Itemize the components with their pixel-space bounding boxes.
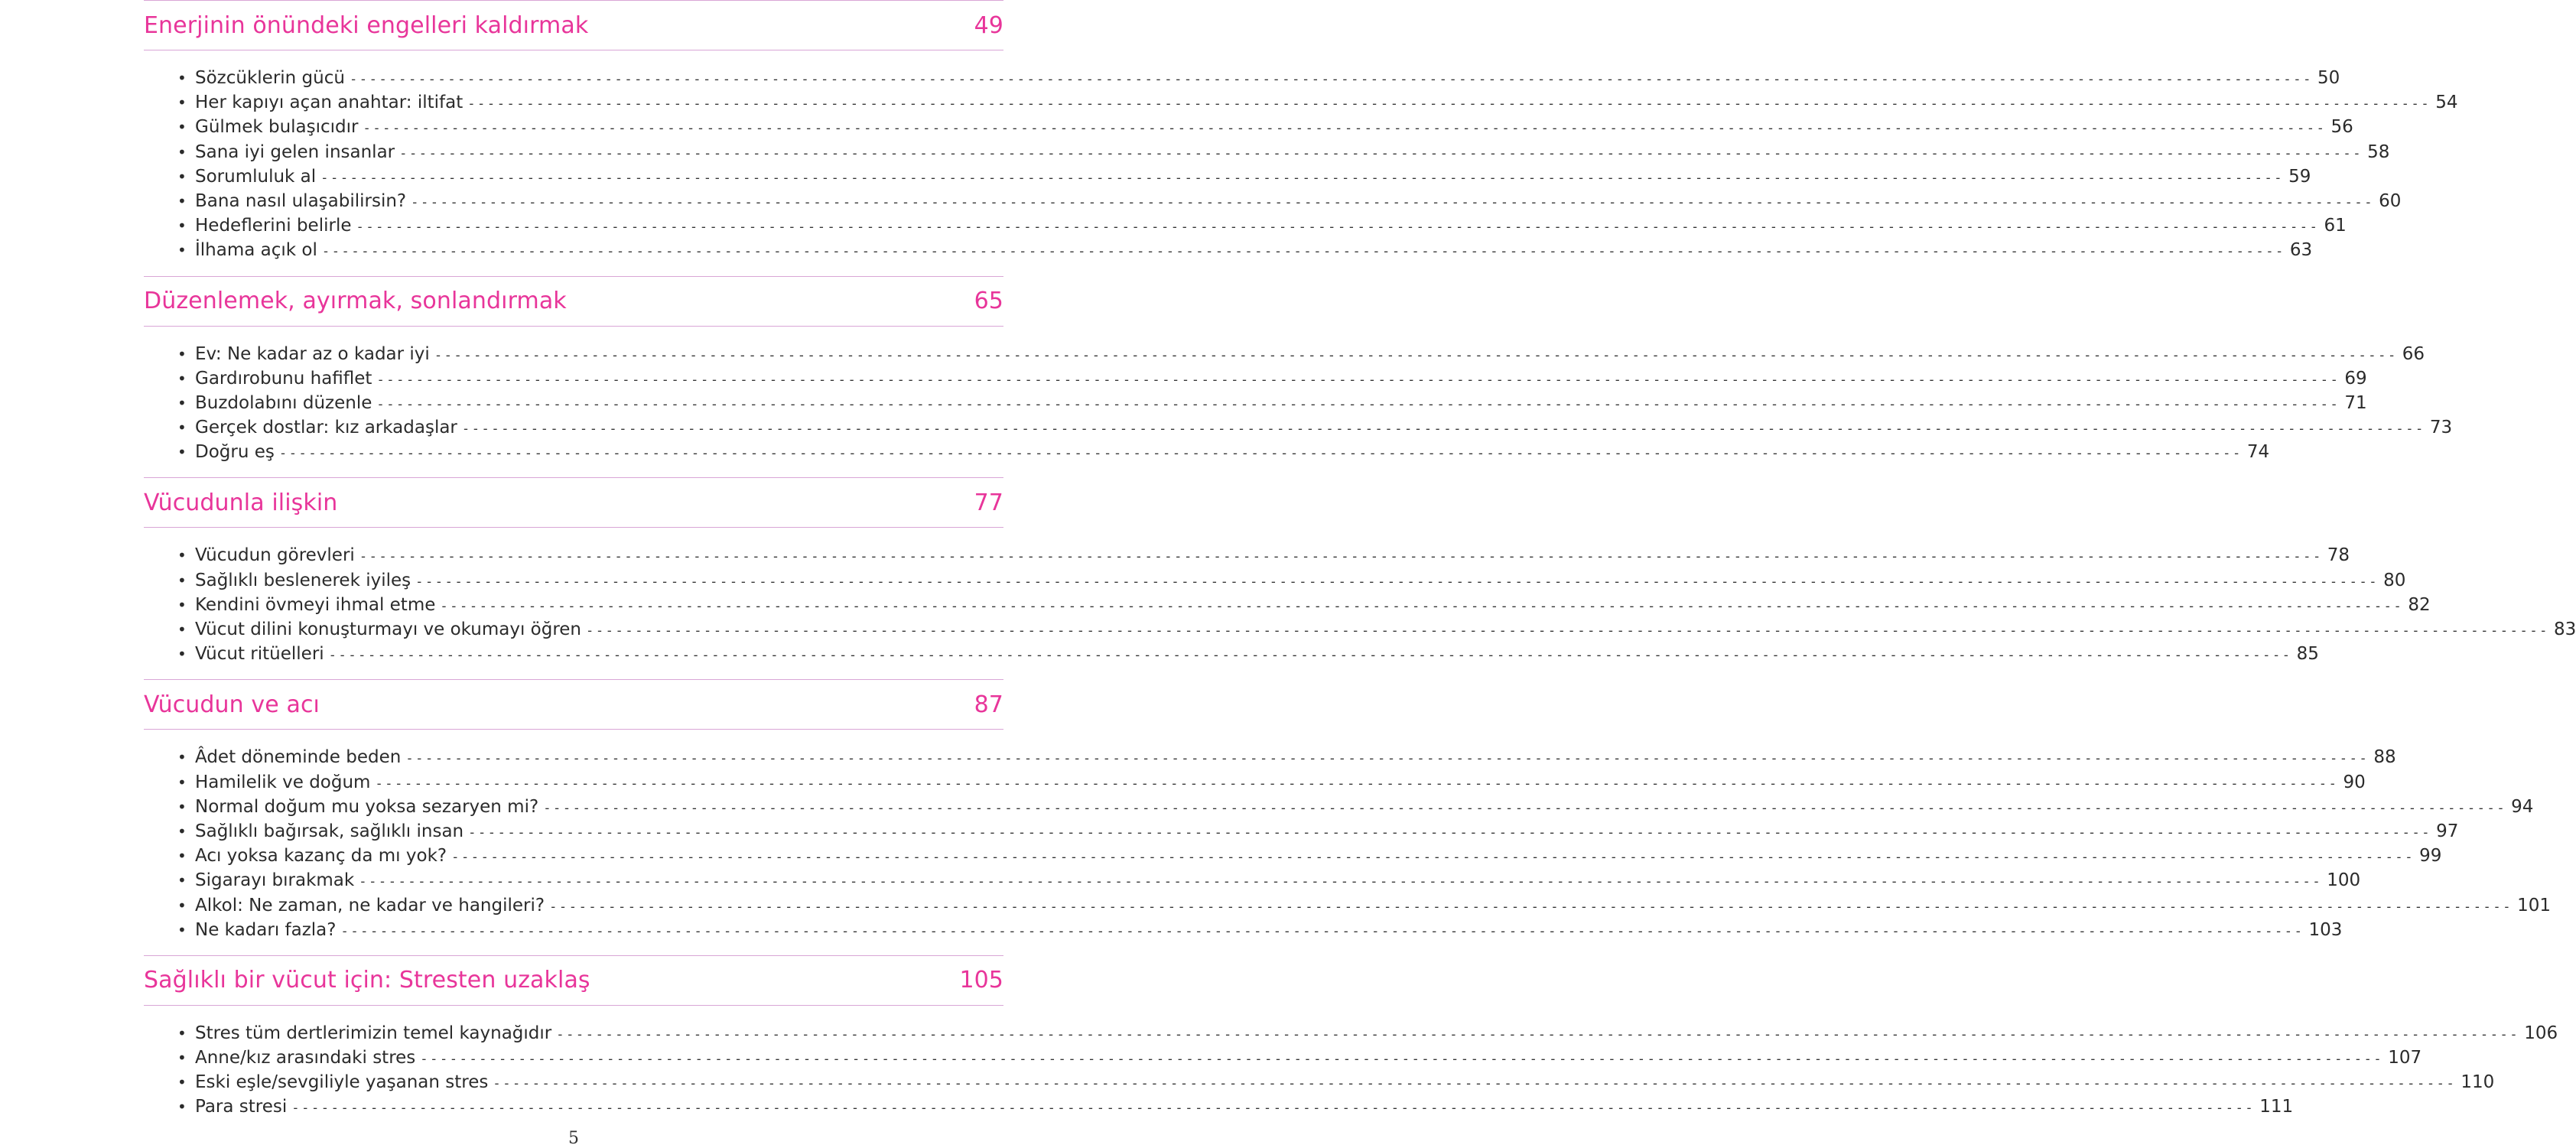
entry-label: Ev: Ne kadar az o kadar iyi xyxy=(195,343,430,364)
toc-entry[interactable] xyxy=(144,343,2425,369)
entry-page: 111 xyxy=(2259,1097,2294,1117)
dot-leader: -------------------------------------------------------------------------------------------------------------------------------------------------------------------------------------------------------- xyxy=(359,549,2323,565)
section-title: Vücudun ve acı xyxy=(144,691,320,718)
entry-label: İlhama açık ol xyxy=(195,240,317,261)
toc-entry[interactable] xyxy=(144,796,2534,821)
toc-entry[interactable] xyxy=(144,93,2458,117)
dot-leader: -------------------------------------------------------------------------------------------------------------------------------------------------------------------------------------------------------- xyxy=(543,800,2507,816)
bullet-icon: • xyxy=(177,896,187,915)
dot-leader: -------------------------------------------------------------------------------------------------------------------------------------------------------------------------------------------------------- xyxy=(493,1076,2457,1092)
bullet-icon: • xyxy=(177,772,187,792)
section-page: 49 xyxy=(974,11,1003,39)
bullet-icon: • xyxy=(177,620,187,639)
entry-page: 101 xyxy=(2517,895,2551,915)
entry-page: 60 xyxy=(2379,190,2402,211)
dot-leader: -------------------------------------------------------------------------------------------------------------------------------------------------------------------------------------------------------- xyxy=(415,574,2379,590)
dot-leader: -------------------------------------------------------------------------------------------------------------------------------------------------------------------------------------------------------- xyxy=(291,1101,2256,1117)
dot-leader: -------------------------------------------------------------------------------------------------------------------------------------------------------------------------------------------------------- xyxy=(434,347,2398,363)
toc-entry[interactable] xyxy=(144,166,2311,191)
dot-leader: -------------------------------------------------------------------------------------------------------------------------------------------------------------------------------------------------------- xyxy=(461,421,2425,437)
entry-label: Eski eşle/sevgiliyle yaşanan stres xyxy=(195,1072,489,1093)
dot-leader: -------------------------------------------------------------------------------------------------------------------------------------------------------------------------------------------------------- xyxy=(420,1052,2384,1068)
bullet-icon: • xyxy=(177,118,187,137)
entry-page: 106 xyxy=(2524,1023,2558,1043)
section-page: 105 xyxy=(959,967,1003,994)
bullet-icon: • xyxy=(177,871,187,890)
entry-label: Sorumluluk al xyxy=(195,166,317,187)
section-title: Vücudunla ilişkin xyxy=(144,489,338,516)
bullet-icon: • xyxy=(177,1098,187,1117)
bullet-icon: • xyxy=(177,369,187,388)
entry-label: Alkol: Ne zaman, ne kadar ve hangileri? xyxy=(195,895,545,915)
entry-list xyxy=(144,528,2576,679)
entry-list xyxy=(144,50,2458,276)
entry-list xyxy=(144,1006,2558,1133)
bullet-icon: • xyxy=(177,344,187,363)
dot-leader: -------------------------------------------------------------------------------------------------------------------------------------------------------------------------------------------------------- xyxy=(376,396,2340,412)
dot-leader: -------------------------------------------------------------------------------------------------------------------------------------------------------------------------------------------------------- xyxy=(356,220,2320,236)
toc-entry[interactable] xyxy=(144,1023,2558,1048)
entry-page: 80 xyxy=(2383,570,2406,590)
bullet-icon: • xyxy=(177,748,187,767)
entry-page: 63 xyxy=(2289,240,2313,261)
section-page: 77 xyxy=(974,489,1003,516)
dot-leader: -------------------------------------------------------------------------------------------------------------------------------------------------------------------------------------------------------- xyxy=(411,194,2375,210)
entry-page: 83 xyxy=(2554,620,2576,639)
entry-label: Anne/kız arasındaki stres xyxy=(195,1048,416,1068)
entry-label: Sağlıklı bağırsak, sağlıklı insan xyxy=(195,821,464,841)
toc-entry[interactable] xyxy=(144,570,2406,595)
entry-page: 100 xyxy=(2327,870,2361,891)
entry-page: 97 xyxy=(2436,821,2459,841)
entry-label: Para stresi xyxy=(195,1097,288,1117)
dot-leader: -------------------------------------------------------------------------------------------------------------------------------------------------------------------------------------------------------- xyxy=(549,899,2513,915)
bullet-icon: • xyxy=(177,216,187,236)
page-number: 5 xyxy=(568,1129,579,1148)
dot-leader: -------------------------------------------------------------------------------------------------------------------------------------------------------------------------------------------------------- xyxy=(399,145,2363,161)
entry-label: Sözcüklerin gücü xyxy=(195,68,345,88)
dot-leader: -------------------------------------------------------------------------------------------------------------------------------------------------------------------------------------------------------- xyxy=(451,850,2415,866)
toc-entry[interactable] xyxy=(144,216,2347,240)
entry-label: Her kapıyı açan anahtar: iltifat xyxy=(195,93,463,113)
entry-page: 82 xyxy=(2408,594,2431,615)
toc-entry[interactable] xyxy=(144,1072,2495,1097)
entry-page: 103 xyxy=(2308,919,2343,940)
section-heading[interactable] xyxy=(144,277,1003,326)
bullet-icon: • xyxy=(177,546,187,565)
bullet-icon: • xyxy=(177,595,187,614)
bullet-icon: • xyxy=(177,93,187,112)
dot-leader: -------------------------------------------------------------------------------------------------------------------------------------------------------------------------------------------------------- xyxy=(586,623,2549,639)
dot-leader: -------------------------------------------------------------------------------------------------------------------------------------------------------------------------------------------------------- xyxy=(359,874,2323,890)
toc-entry[interactable] xyxy=(144,821,2459,846)
toc-entry[interactable] xyxy=(144,117,2353,141)
entry-label: Vücudun görevleri xyxy=(195,545,355,566)
entry-label: Bana nasıl ulaşabilirsin? xyxy=(195,190,407,211)
entry-page: 85 xyxy=(2296,644,2319,665)
entry-label: Gülmek bulaşıcıdır xyxy=(195,117,359,138)
bullet-icon: • xyxy=(177,167,187,186)
dot-leader: -------------------------------------------------------------------------------------------------------------------------------------------------------------------------------------------------------- xyxy=(363,121,2327,137)
entry-label: Sigarayı bırakmak xyxy=(195,870,355,891)
toc-entry[interactable] xyxy=(144,392,2367,418)
entry-label: Stres tüm dertlerimizin temel kaynağıdır xyxy=(195,1023,552,1043)
toc-entry[interactable] xyxy=(144,644,2319,668)
dot-leader: -------------------------------------------------------------------------------------------------------------------------------------------------------------------------------------------------------- xyxy=(278,446,2243,462)
toc-entry[interactable] xyxy=(144,141,2390,167)
entry-page: 66 xyxy=(2402,343,2425,364)
bullet-icon: • xyxy=(177,443,187,462)
toc-entry[interactable] xyxy=(144,895,2551,920)
section-heading[interactable] xyxy=(144,680,1003,729)
dot-leader: -------------------------------------------------------------------------------------------------------------------------------------------------------------------------------------------------------- xyxy=(340,923,2304,939)
toc-entry[interactable] xyxy=(144,772,2366,797)
bullet-icon: • xyxy=(177,847,187,866)
entry-page: 90 xyxy=(2343,772,2366,792)
entry-page: 54 xyxy=(2435,93,2458,113)
dot-leader: -------------------------------------------------------------------------------------------------------------------------------------------------------------------------------------------------------- xyxy=(321,244,2285,260)
bullet-icon: • xyxy=(177,69,187,87)
section-title: Düzenlemek, ayırmak, sonlandırmak xyxy=(144,288,567,314)
bullet-icon: • xyxy=(177,821,187,841)
entry-page: 58 xyxy=(2367,141,2390,162)
bullet-icon: • xyxy=(177,418,187,437)
toc-entry[interactable] xyxy=(144,190,2402,216)
bullet-icon: • xyxy=(177,920,187,939)
entry-label: Normal doğum mu yoksa sezaryen mi? xyxy=(195,796,539,817)
entry-page: 69 xyxy=(2344,368,2367,389)
bullet-icon: • xyxy=(177,645,187,664)
toc-entry[interactable] xyxy=(144,870,2361,895)
entry-page: 99 xyxy=(2419,846,2442,867)
dot-leader: -------------------------------------------------------------------------------------------------------------------------------------------------------------------------------------------------------- xyxy=(556,1026,2520,1042)
dot-leader: -------------------------------------------------------------------------------------------------------------------------------------------------------------------------------------------------------- xyxy=(440,598,2404,614)
section-title: Sağlıklı bir vücut için: Stresten uzaklaş xyxy=(144,967,590,994)
toc-entry[interactable] xyxy=(144,1048,2422,1072)
table-of-contents xyxy=(144,0,2576,1133)
entry-label: Acı yoksa kazanç da mı yok? xyxy=(195,846,447,867)
bullet-icon: • xyxy=(177,1049,187,1068)
toc-entry[interactable] xyxy=(144,620,2576,644)
dot-leader: -------------------------------------------------------------------------------------------------------------------------------------------------------------------------------------------------------- xyxy=(349,72,2313,87)
entry-label: Doğru eş xyxy=(195,442,275,463)
toc-entry[interactable] xyxy=(144,747,2396,772)
entry-page: 74 xyxy=(2246,442,2270,463)
bullet-icon: • xyxy=(177,191,187,210)
entry-label: Sana iyi gelen insanlar xyxy=(195,141,395,162)
section-heading[interactable] xyxy=(144,956,1003,1005)
entry-label: Âdet döneminde beden xyxy=(195,747,402,768)
bullet-icon: • xyxy=(177,1073,187,1092)
entry-label: Gerçek dostlar: kız arkadaşlar xyxy=(195,418,457,438)
toc-entry[interactable] xyxy=(144,368,2367,393)
toc-entry[interactable] xyxy=(144,418,2453,442)
entry-page: 110 xyxy=(2461,1072,2495,1093)
section-page: 65 xyxy=(974,288,1003,314)
entry-page: 59 xyxy=(2288,166,2311,187)
dot-leader: -------------------------------------------------------------------------------------------------------------------------------------------------------------------------------------------------------- xyxy=(405,751,2369,767)
entry-page: 88 xyxy=(2373,747,2396,768)
toc-entry[interactable] xyxy=(144,68,2340,93)
toc-entry[interactable] xyxy=(144,240,2313,265)
toc-entry[interactable] xyxy=(144,594,2431,620)
entry-page: 71 xyxy=(2344,392,2367,413)
entry-page: 50 xyxy=(2317,68,2340,88)
dot-leader: -------------------------------------------------------------------------------------------------------------------------------------------------------------------------------------------------------- xyxy=(375,776,2339,792)
entry-label: Buzdolabını düzenle xyxy=(195,392,372,413)
dot-leader: -------------------------------------------------------------------------------------------------------------------------------------------------------------------------------------------------------- xyxy=(467,96,2431,112)
bullet-icon: • xyxy=(177,797,187,816)
dot-leader: -------------------------------------------------------------------------------------------------------------------------------------------------------------------------------------------------------- xyxy=(468,824,2432,841)
section-page: 87 xyxy=(974,691,1003,718)
entry-list xyxy=(144,327,2453,478)
section-heading[interactable] xyxy=(144,478,1003,527)
entry-page: 94 xyxy=(2511,796,2534,817)
entry-list xyxy=(144,730,2551,955)
entry-label: Kendini övmeyi ihmal etme xyxy=(195,594,436,615)
section-title: Enerjinin önündeki engelleri kaldırmak xyxy=(144,11,589,39)
bullet-icon: • xyxy=(177,142,187,161)
entry-label: Gardırobunu hafiflet xyxy=(195,368,372,389)
toc-entry[interactable] xyxy=(144,442,2270,467)
entry-page: 61 xyxy=(2324,216,2347,236)
entry-label: Ne kadarı fazla? xyxy=(195,919,337,940)
toc-entry[interactable] xyxy=(144,1097,2294,1121)
toc-entry[interactable] xyxy=(144,545,2350,570)
dot-leader: -------------------------------------------------------------------------------------------------------------------------------------------------------------------------------------------------------- xyxy=(320,170,2285,186)
entry-label: Sağlıklı beslenerek iyileş xyxy=(195,570,411,590)
bullet-icon: • xyxy=(177,393,187,412)
entry-label: Hamilelik ve doğum xyxy=(195,772,371,792)
dot-leader: -------------------------------------------------------------------------------------------------------------------------------------------------------------------------------------------------------- xyxy=(328,648,2292,664)
entry-page: 73 xyxy=(2429,418,2453,438)
bullet-icon: • xyxy=(177,241,187,260)
bullet-icon: • xyxy=(177,571,187,590)
entry-page: 78 xyxy=(2327,545,2350,566)
dot-leader: -------------------------------------------------------------------------------------------------------------------------------------------------------------------------------------------------------- xyxy=(376,372,2340,388)
entry-page: 107 xyxy=(2388,1048,2422,1068)
entry-label: Vücut ritüelleri xyxy=(195,644,324,665)
entry-label: Hedeflerini belirle xyxy=(195,216,352,236)
toc-entry[interactable] xyxy=(144,919,2343,945)
bullet-icon: • xyxy=(177,1023,187,1042)
section-heading[interactable] xyxy=(144,1,1003,50)
toc-entry[interactable] xyxy=(144,846,2442,870)
entry-page: 56 xyxy=(2330,117,2353,138)
entry-label: Vücut dilini konuşturmayı ve okumayı öğren xyxy=(195,620,582,639)
